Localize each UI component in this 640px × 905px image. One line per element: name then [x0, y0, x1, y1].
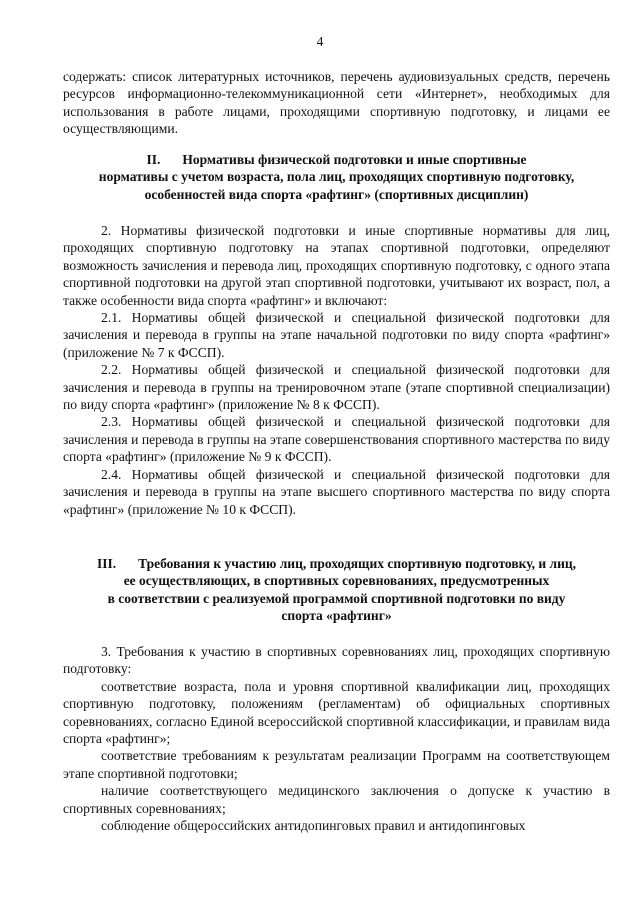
section-2-title-1: Нормативы физической подготовки и иные спортивные [182, 152, 527, 167]
section-2-body [63, 222, 610, 518]
page-number: 4 [316, 34, 324, 49]
section-3-heading [63, 555, 610, 625]
section-3-heading-line-3: в соответствии с реализуемой программой спортивной подготовки по виду [107, 590, 566, 606]
section-3-body [63, 643, 610, 834]
requirement-4: соблюдение общероссийских антидопинговых правил и антидопинговых [101, 818, 526, 834]
requirement-2: соответствие требованиям к результатам реализации Программ на соответствующем этапе спортивной подготовки; [63, 748, 610, 781]
section-3-heading-line-4: спорта «рафтинг» [281, 608, 392, 624]
requirement-3: наличие соответствующего медицинского заключения о допуске к участию в спортивных соревнованиях; [63, 783, 610, 816]
section-3-heading-line-2: ее осуществляющих, в спортивных соревнованиях, предусмотренных [123, 573, 550, 589]
paragraph-3: 3. Требования к участию в спортивных соревнованиях лиц, проходящих спортивную подготовку: [63, 644, 610, 677]
section-3-number: III. [96, 556, 117, 571]
section-2-heading [63, 151, 610, 203]
section-2-heading-line-3: особенностей вида спорта «рафтинг» (спортивных дисциплин) [144, 186, 529, 202]
paragraph-2-1: 2.1. Нормативы общей физической и специальной физической подготовки для зачисления и перевода в группы на этапе начальной подготовки по виду спорта «рафтинг» (приложение № 7 к ФССП). [63, 310, 610, 360]
section-2-heading-line-2: нормативы с учетом возраста, пола лиц, проходящих спортивную подготовку, [98, 169, 575, 185]
section-3-title-1: Требования к участию лиц, проходящих спортивную подготовку, и лиц, [138, 556, 577, 571]
section-3-heading-line-1 [63, 555, 610, 572]
paragraph-2-4: 2.4. Нормативы общей физической и специальной физической подготовки для зачисления и перевода в группы на этапе высшего спортивного мастерства по виду спорта «рафтинг» (приложение № 10 к ФССП). [63, 466, 610, 517]
paragraph-2-2: 2.2. Нормативы общей физической и специальной физической подготовки для зачисления и перевода в группы на тренировочном этапе (этапе спортивной специализации) по виду спорта «рафтинг» (приложение № 8 к ФССП). [63, 362, 610, 413]
paragraph-2-3: 2.3. Нормативы общей физической и специальной физической подготовки для зачисления и перевода в группы на этапе совершенствования спортивного мастерства по виду спорта «рафтинг» (приложение № 9 к ФССП). [63, 414, 610, 465]
paragraph-2: 2. Нормативы физической подготовки и иные спортивные нормативы для лиц, проходящих спортивную подготовку на этапах спортивной подготовки, определяют возможность зачисления и перевода лиц, проходящих спортивную подготовку, с одного этапа спортивной подготовки на другой этап спортивной подготовки, учитывают их возраст, пол, а также особенности вида спорта «рафтинг» и включают: [63, 223, 610, 308]
intro-paragraph [63, 68, 610, 138]
intro-text: содержать: список литературных источников, перечень аудиовизуальных средств, перечень ресурсов информационно-телекоммуникационной сети «Интернет», необходимых для использования в работе лицами, проходящими спортивную подготовку, и лицами ее осуществляющими. [63, 69, 610, 137]
section-2-number: II. [146, 152, 161, 167]
requirement-1: соответствие возраста, пола и уровня спортивной квалификации лиц, проходящих спортивную подготовку, положениям (регламентам) об официальных спортивных соревнованиях, согласно Единой всероссийской спортивной классификации, и правилам вида спорта «рафтинг»; [63, 678, 610, 747]
section-2-heading-line-1 [63, 151, 610, 168]
